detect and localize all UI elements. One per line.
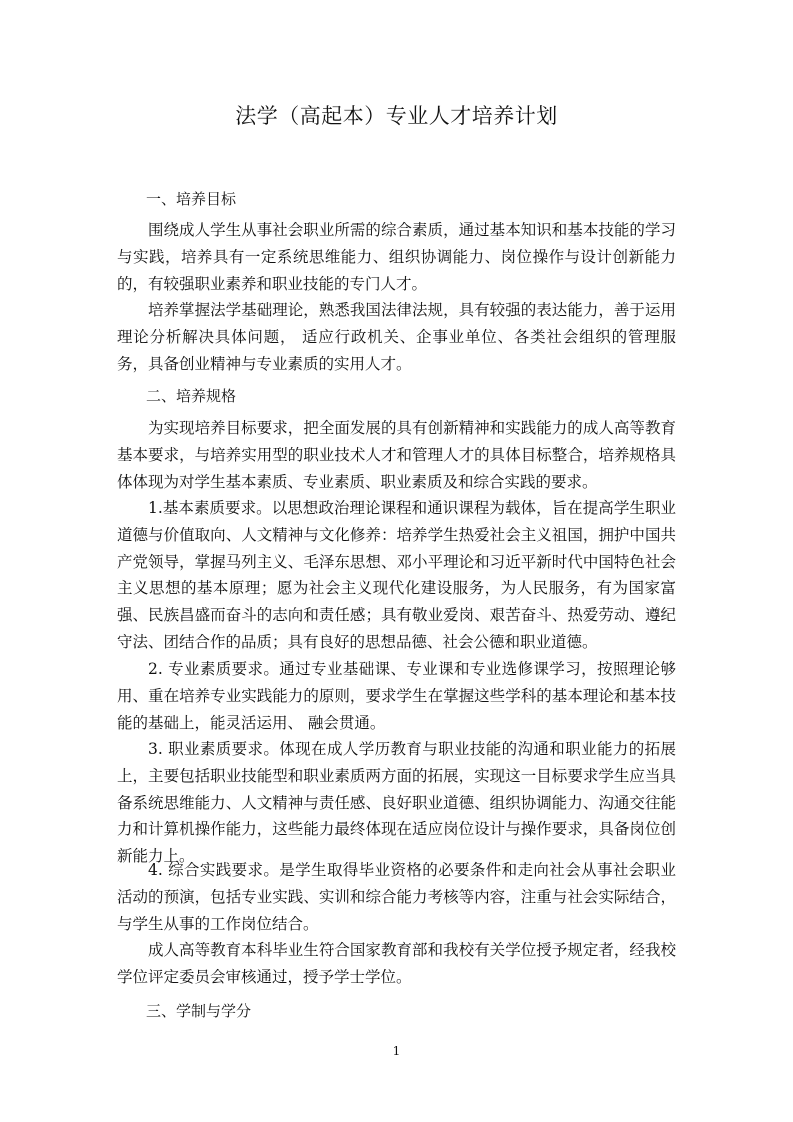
paragraph-professional-quality: 2. 专业素质要求。通过专业基础课、专业课和专业选修课学习，按照理论够用、重在培养专业实践能力的原则，要求学生在掌握这些学科的基本理论和基本技能的基础上，能灵活运用、 融会贯通。	[117, 660, 676, 732]
paragraph-comprehensive-practice: 4. 综合实践要求。是学生取得毕业资格的必要条件和走向社会从事社会职业活动的预演，包括专业实践、实训和综合能力考核等内容，注重与社会实际结合，与学生从事的工作岗位结合。	[117, 861, 676, 933]
paragraph-vocational-quality: 3. 职业素质要求。体现在成人学历教育与职业技能的沟通和职业能力的拓展上，主要包括职业技能型和职业素质两方面的拓展，实现这一目标要求学生应当具备系统思维能力、人文精神与责任感、良好职业道德、组织协调能力、沟通交往能力和计算机操作能力，这些能力最终体现在适应岗位设计与操作要求，具备岗位创新能力上。	[117, 740, 676, 866]
paragraph-degree: 成人高等教育本科毕业生符合国家教育部和我校有关学位授予规定者，经我校学位评定委员会审核通过，授予学士学位。	[117, 941, 676, 986]
section-heading-duration-credits: 三、学制与学分	[146, 1002, 252, 1020]
paragraph-specifications-intro: 为实现培养目标要求，把全面发展的具有创新精神和实践能力的成人高等教育基本要求，与培养实用型的职业技术人才和管理人才的具体目标整合，培养规格具体体现为对学生基本素质、专业素质、职业素质及和综合实践的要求。	[117, 419, 676, 491]
page-number: 1	[392, 1044, 401, 1058]
section-heading-objectives: 一、培养目标	[146, 190, 237, 208]
document-title: 法学（高起本）专业人才培养计划	[235, 104, 558, 128]
paragraph-objectives-1: 围绕成人学生从事社会职业所需的综合素质，通过基本知识和基本技能的学习与实践，培养具有一定系统思维能力、组织协调能力、岗位操作与设计创新能力的，有较强职业素养和职业技能的专门人才。	[117, 221, 676, 293]
paragraph-basic-quality: 1.基本素质要求。以思想政治理论课程和通识课程为载体，旨在提高学生职业道德与价值取向、人文精神与文化修养：培养学生热爱社会主义祖国，拥护中国共产党领导，掌握马列主义、毛泽东思想、邓小平理论和习近平新时代中国特色社会主义思想的基本原理；愿为社会主义现代化建设服务，为人民服务，有为国家富强、民族昌盛而奋斗的志向和责任感；具有敬业爱岗、艰苦奋斗、热爱劳动、遵纪守法、团结合作的品质；具有良好的思想品德、社会公德和职业道德。	[117, 499, 676, 651]
paragraph-objectives-2: 培养掌握法学基础理论，熟悉我国法律法规，具有较强的表达能力，善于运用理论分析解决具体问题， 适应行政机关、企事业单位、各类社会组织的管理服务，具备创业精神与专业素质的实用人才。	[117, 301, 676, 373]
section-heading-specifications: 二、培养规格	[146, 387, 237, 405]
